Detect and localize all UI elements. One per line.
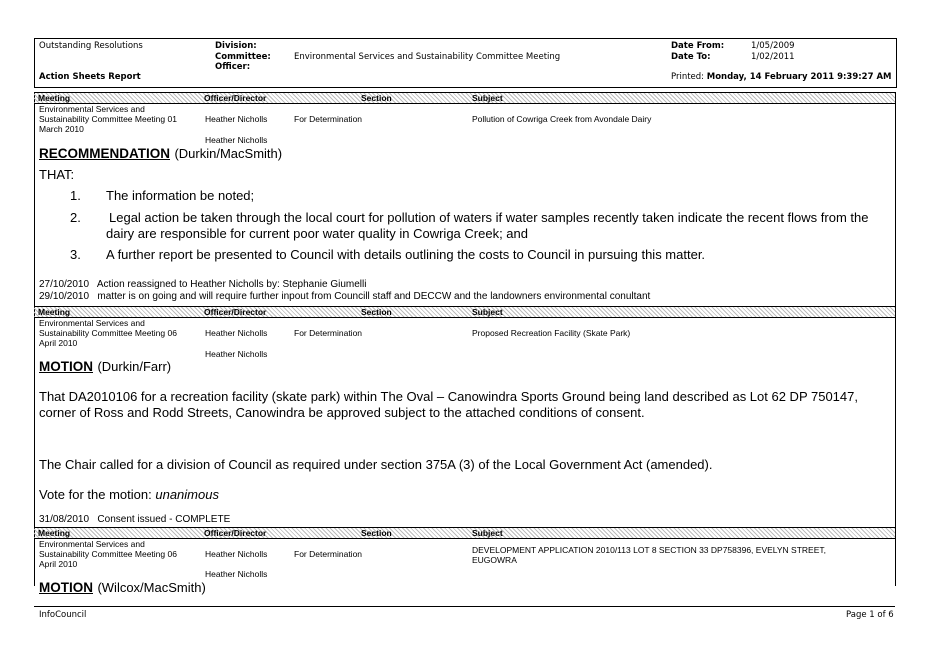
col-meeting: Meeting	[38, 307, 71, 317]
vote-result: unanimous	[155, 487, 219, 502]
col-subject: Subject	[472, 93, 503, 103]
col-meeting: Meeting	[38, 528, 71, 538]
meeting-line: April 2010	[39, 338, 78, 348]
vote-text	[39, 487, 219, 503]
entry-2-officer-2: Heather Nicholls	[205, 349, 268, 359]
entry-2-heading	[39, 358, 171, 375]
entry-1-officer-2: Heather Nicholls	[205, 135, 268, 145]
entry-1-heading	[39, 145, 282, 162]
note-text: Action reassigned to Heather Nicholls by: Stephanie Giumelli	[96, 279, 367, 290]
division-label: Division:	[215, 41, 257, 51]
column-header-row	[34, 527, 895, 539]
meeting-line: March 2010	[39, 124, 84, 134]
entry-3-heading	[39, 579, 206, 596]
heading-label: RECOMMENDATION	[39, 146, 170, 161]
col-subject: Subject	[472, 528, 503, 538]
note-date: 29/10/2010	[39, 291, 90, 302]
item-number: 1.	[70, 188, 81, 203]
entry-3-officer-2: Heather Nicholls	[205, 569, 268, 579]
entry-3-subject	[472, 545, 826, 565]
entry-1-subject: Pollution of Cowriga Creek from Avondale Dairy	[472, 114, 652, 124]
date-to-label: Date To:	[671, 52, 711, 62]
col-subject: Subject	[472, 307, 503, 317]
entry-2-officer: Heather Nicholls	[205, 328, 268, 338]
vote-prefix: Vote for the motion:	[39, 487, 156, 502]
col-meeting: Meeting	[38, 93, 71, 103]
note-date: 31/08/2010	[39, 514, 90, 525]
meeting-line: Environmental Services and	[39, 539, 145, 549]
printed-label: Printed:	[671, 72, 705, 82]
entry-1-officer: Heather Nicholls	[205, 114, 268, 124]
printed-value: Monday, 14 February 2011 9:39:27 AM	[706, 72, 892, 82]
entry-3-officer: Heather Nicholls	[205, 549, 268, 559]
col-section: Section	[361, 307, 392, 317]
meeting-line: April 2010	[39, 559, 78, 569]
committee-value: Environmental Services and Sustainability Committee Meeting	[294, 52, 561, 62]
motion-text: That DA2010106 for a recreation facility (skate park) within The Oval – Canowindra Sports Ground being land described as Lot 62 DP 750147,	[39, 389, 858, 404]
note-date: 27/10/2010	[39, 279, 90, 290]
col-officer: Officer/Director	[204, 93, 267, 103]
column-header-row	[34, 92, 895, 104]
meeting-line: Environmental Services and	[39, 318, 145, 328]
col-officer: Officer/Director	[204, 307, 267, 317]
entry-2-meeting	[39, 318, 177, 348]
action-note	[39, 514, 230, 526]
report-name: Action Sheets Report	[39, 72, 141, 82]
heading-movers: (Wilcox/MacSmith)	[97, 580, 206, 595]
committee-label: Committee:	[215, 52, 271, 62]
heading-label: MOTION	[39, 359, 93, 374]
entry-2-subject: Proposed Recreation Facility (Skate Park)	[472, 328, 631, 338]
entry-3-meeting	[39, 539, 177, 569]
entry-1-meeting	[39, 104, 177, 134]
subject-line: EUGOWRA	[472, 555, 517, 565]
heading-movers: (Durkin/MacSmith)	[174, 146, 283, 161]
footer-app-name: InfoCouncil	[39, 610, 87, 620]
col-section: Section	[361, 528, 392, 538]
column-header-row	[34, 306, 895, 318]
item-number: 2.	[70, 210, 81, 225]
item-text: The information be noted;	[106, 188, 255, 203]
meeting-line: Sustainability Committee Meeting 06	[39, 549, 177, 559]
meeting-line: Sustainability Committee Meeting 01	[39, 114, 177, 124]
subject-line: DEVELOPMENT APPLICATION 2010/113 LOT 8 SECTION 33 DP758396, EVELYN STREET,	[472, 545, 827, 555]
entry-3-section: For Determination	[294, 549, 363, 559]
frame-right	[895, 92, 896, 586]
action-note	[39, 291, 650, 303]
heading-label: MOTION	[39, 580, 93, 595]
col-officer: Officer/Director	[204, 528, 267, 538]
entry-1-section: For Determination	[294, 114, 363, 124]
note-text: Consent issued - COMPLETE	[97, 514, 231, 525]
date-from-label: Date From:	[671, 41, 725, 51]
meeting-line: Sustainability Committee Meeting 06	[39, 328, 177, 338]
date-to-value: 1/02/2011	[751, 52, 795, 62]
action-note	[39, 279, 366, 291]
item-text: A further report be presented to Council with details outlining the costs to Council in pursuing this matter.	[106, 247, 706, 262]
date-from-value: 1/05/2009	[751, 41, 795, 51]
printed-info	[671, 72, 891, 82]
item-text: Legal action be taken through the local court for pollution of waters if water samples recently taken indicate the recent flows from the	[109, 210, 869, 225]
meeting-line: Environmental Services and	[39, 104, 145, 114]
footer-rule	[34, 606, 895, 607]
item-text: dairy are responsible for current poor water quality in Cowriga Creek; and	[106, 226, 528, 241]
note-text: matter is on going and will require further inpout from Councill staff and DECCW and the landowners environmental conultant	[97, 291, 651, 302]
item-number: 3.	[70, 247, 81, 262]
entry-2-section: For Determination	[294, 328, 363, 338]
col-section: Section	[361, 93, 392, 103]
entry-1-that: THAT:	[39, 167, 75, 182]
report-type: Outstanding Resolutions	[39, 41, 143, 51]
frame-left	[34, 92, 35, 586]
heading-movers: (Durkin/Farr)	[97, 359, 172, 374]
motion-text: corner of Ross and Rodd Streets, Canowindra be approved subject to the attached conditions of consent.	[39, 405, 645, 420]
officer-label: Officer:	[215, 62, 251, 72]
division-text: The Chair called for a division of Council as required under section 375A (3) of the Local Government Act (amended).	[39, 457, 713, 472]
page-number: Page 1 of 6	[846, 610, 894, 620]
